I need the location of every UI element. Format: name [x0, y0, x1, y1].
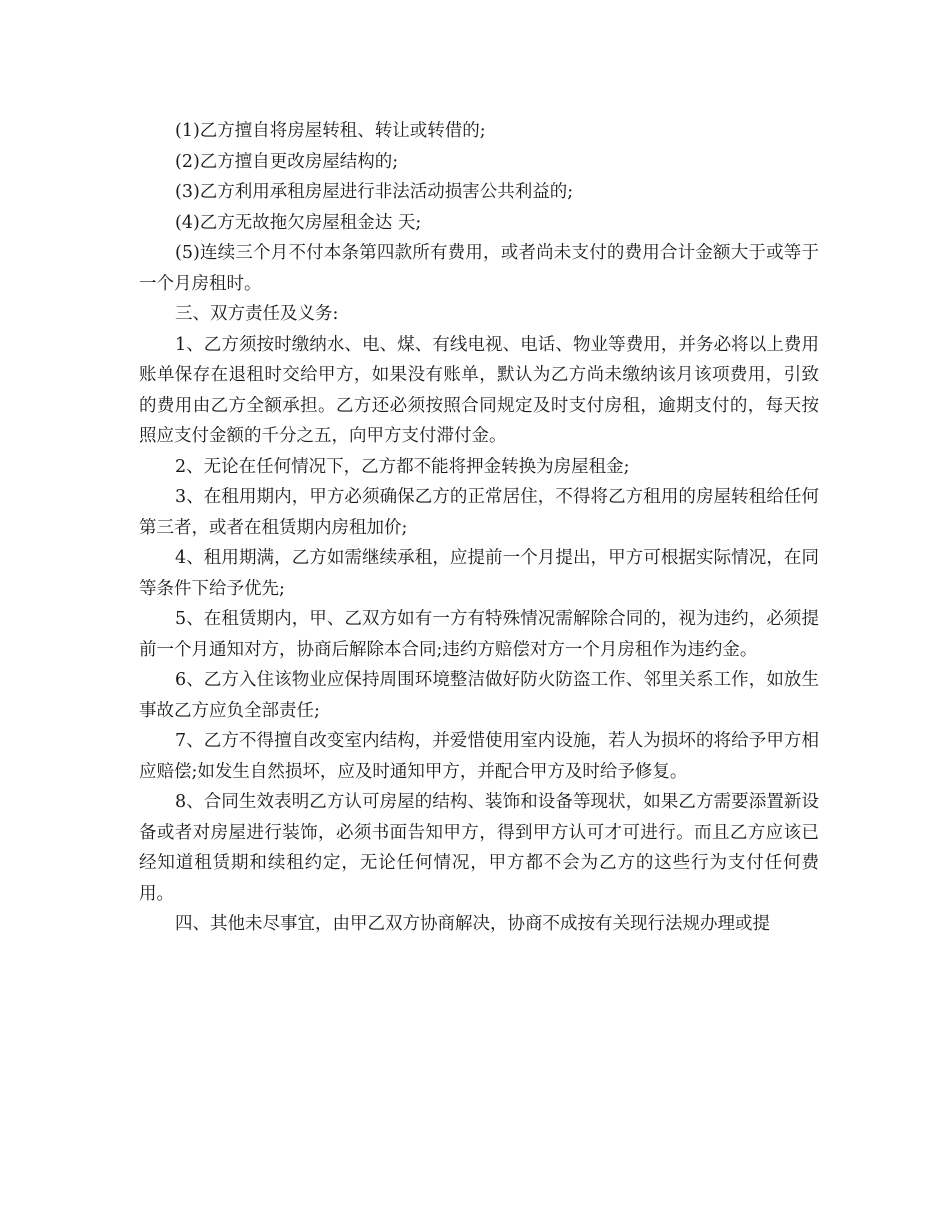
clause-4-rent-arrears: (4)乙方无故拖欠房屋租金达 天;	[175, 212, 422, 233]
section-heading-other-matters: 四、其他未尽事宜，由甲乙双方协商解决，协商不成按有关现行法规办理或提	[175, 914, 770, 934]
duty-4-renewal: 4、租用期满，乙方如需继续承租，应提前一个月提出，甲方可根据实际情况，在同等条件下给予优先;	[139, 548, 819, 599]
clause-3-illegal-use: (3)乙方利用承租房屋进行非法活动损害公共利益的;	[175, 182, 574, 202]
clause-1-sublease: (1)乙方擅自将房屋转租、转让或转借的;	[175, 121, 486, 141]
section-heading-responsibilities: 三、双方责任及义务:	[175, 304, 339, 324]
document-body	[139, 116, 819, 940]
duty-3-occupancy: 3、在租用期内，甲方必须确保乙方的正常居住，不得将乙方租用的房屋转租给任何第三者，或者在租赁期内房租加价;	[139, 487, 819, 538]
duty-7-alterations: 7、乙方不得擅自改变室内结构，并爱惜使用室内设施，若人为损坏的将给予甲方相应赔偿;如发生自然损坏，应及时通知甲方，并配合甲方及时给予修复。	[139, 731, 819, 782]
clause-2-structure: (2)乙方擅自更改房屋结构的;	[175, 151, 399, 172]
duty-5-termination: 5、在租赁期内，甲、乙双方如有一方有特殊情况需解除合同的，视为违约，必须提前一个月通知对方，协商后解除本合同;违约方赔偿对方一个月房租作为违约金。	[139, 609, 819, 660]
duty-8-acceptance: 8、合同生效表明乙方认可房屋的结构、装饰和设备等现状，如果乙方需要添置新设备或者对房屋进行装饰，必须书面告知甲方，得到甲方认可才可进行。而且乙方应该已经知道租赁期和续租约定，无论任何情况，甲方都不会为乙方的这些行为支付任何费用。	[139, 792, 819, 904]
clause-5-unpaid-fees: (5)连续三个月不付本条第四款所有费用，或者尚未支付的费用合计金额大于或等于一个月房租时。	[139, 243, 819, 294]
duty-1-utilities: 1、乙方须按时缴纳水、电、煤、有线电视、电话、物业等费用，并务必将以上费用账单保存在退租时交给甲方，如果没有账单，默认为乙方尚未缴纳该月该项费用，引致的费用由乙方全额承担。乙方还必须按照合同规定及时支付房租，逾期支付的，每天按照应支付金额的千分之五，向甲方支付滞付金。	[139, 334, 819, 446]
duty-2-deposit: 2、无论在任何情况下，乙方都不能将押金转换为房屋租金;	[175, 456, 630, 477]
duty-6-safety: 6、乙方入住该物业应保持周围环境整洁做好防火防盗工作、邻里关系工作，如放生事故乙方应负全部责任;	[139, 670, 819, 721]
